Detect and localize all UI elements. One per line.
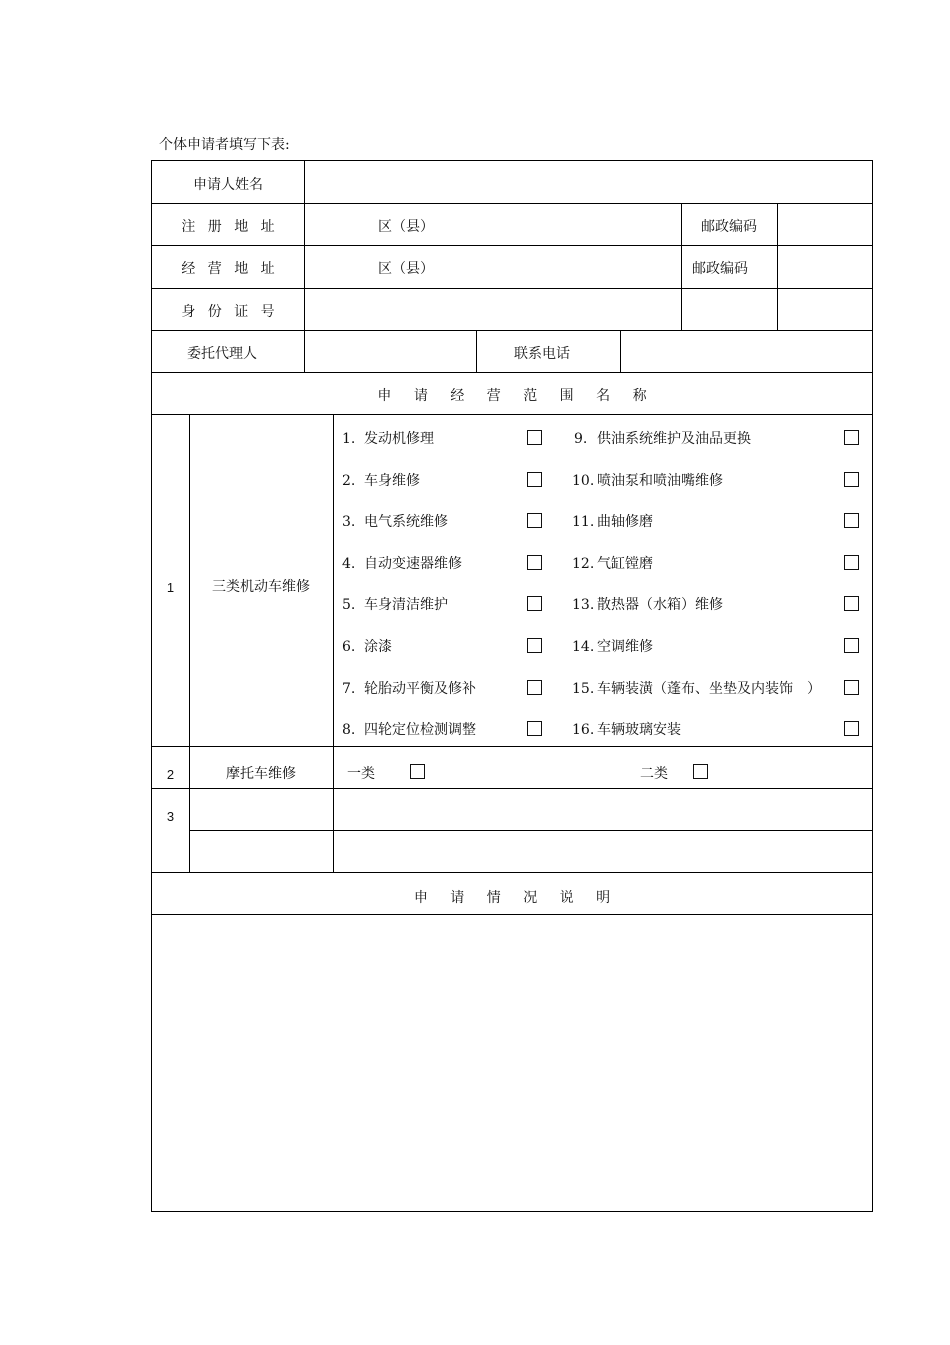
scope-item-3-label: 电气系统维修: [364, 514, 448, 530]
scope-item-10-checkbox[interactable]: [844, 472, 859, 487]
group2-number: 2: [166, 767, 175, 782]
agent-label: 委托代理人: [187, 346, 257, 362]
scope-item-12-number: 12.: [572, 556, 595, 572]
reg-postcode-label: 邮政编码: [701, 219, 757, 235]
scope-item-1-checkbox[interactable]: [527, 430, 542, 445]
scope-item-4-number: 4.: [342, 556, 356, 572]
scope-item-2-label: 车身维修: [364, 473, 420, 489]
reg-district-label: 区（县）: [378, 219, 434, 235]
applicant-name-label: 申请人姓名: [193, 177, 263, 193]
agent-field[interactable]: [305, 331, 476, 372]
group3-name-field[interactable]: [190, 789, 333, 830]
scope-item-8-checkbox[interactable]: [527, 721, 542, 736]
group3-items-field[interactable]: [334, 789, 872, 830]
scope-item-8-number: 8.: [342, 722, 356, 738]
scope-item-2-checkbox[interactable]: [527, 472, 542, 487]
scope-item-5-number: 5.: [342, 597, 356, 613]
group1-number: 1: [166, 580, 175, 595]
scope-item-8-label: 四轮定位检测调整: [364, 722, 476, 738]
scope-item-6-checkbox[interactable]: [527, 638, 542, 653]
form-heading: 个体申请者填写下表:: [159, 137, 290, 153]
biz-postcode-field[interactable]: [778, 246, 872, 288]
scope-item-5-label: 车身清洁维护: [364, 597, 448, 613]
motorcycle-class2-label: 二类: [640, 766, 668, 782]
reg-address-label: 注 册 地 址: [181, 219, 275, 235]
group2-name: 摩托车维修: [226, 766, 296, 782]
explanation-title: 申 请 情 况 说 明: [413, 890, 611, 906]
row-divider: [152, 372, 872, 373]
biz-postcode-label: 邮政编码: [692, 261, 748, 277]
motorcycle-class1-label: 一类: [347, 766, 375, 782]
id-number-field[interactable]: [305, 289, 681, 330]
scope-item-3-checkbox[interactable]: [527, 513, 542, 528]
row-divider: [152, 872, 872, 873]
reg-postcode-field[interactable]: [778, 204, 872, 245]
applicant-name-field[interactable]: [305, 162, 871, 203]
motorcycle-class2-checkbox[interactable]: [693, 764, 708, 779]
scope-item-15-checkbox[interactable]: [844, 680, 859, 695]
scope-item-7-number: 7.: [342, 681, 356, 697]
extra-items-field[interactable]: [334, 831, 872, 872]
scope-item-4-label: 自动变速器维修: [364, 556, 462, 572]
row-divider: [152, 746, 872, 747]
scope-item-13-checkbox[interactable]: [844, 596, 859, 611]
scope-item-16-checkbox[interactable]: [844, 721, 859, 736]
scope-item-15-label: 车辆装潢（蓬布、坐垫及内装饰 ）: [597, 681, 821, 697]
scope-item-11-checkbox[interactable]: [844, 513, 859, 528]
id-number-label: 身 份 证 号: [181, 304, 275, 320]
motorcycle-class1-checkbox[interactable]: [410, 764, 425, 779]
scope-item-3-number: 3.: [342, 514, 356, 530]
reg-address-field[interactable]: [305, 204, 681, 245]
scope-item-15-number: 15.: [572, 681, 595, 697]
scope-item-4-checkbox[interactable]: [527, 555, 542, 570]
scope-item-2-number: 2.: [342, 473, 356, 489]
scope-item-9-checkbox[interactable]: [844, 430, 859, 445]
group1-name: 三类机动车维修: [212, 579, 310, 595]
extra-name-field[interactable]: [190, 831, 333, 872]
biz-address-label: 经 营 地 址: [181, 261, 275, 277]
scope-item-6-label: 涂漆: [364, 639, 392, 655]
scope-item-14-number: 14.: [572, 639, 595, 655]
scope-item-16-number: 16.: [572, 722, 595, 738]
scope-item-12-label: 气缸镗磨: [597, 556, 653, 572]
scope-item-10-label: 喷油泵和喷油嘴维修: [597, 473, 723, 489]
phone-field[interactable]: [621, 331, 872, 372]
scope-item-14-checkbox[interactable]: [844, 638, 859, 653]
scope-item-12-checkbox[interactable]: [844, 555, 859, 570]
biz-address-field[interactable]: [305, 246, 681, 288]
scope-item-1-number: 1.: [342, 431, 356, 447]
phone-label: 联系电话: [514, 346, 570, 362]
application-form: [151, 160, 873, 1212]
explanation-textarea[interactable]: [153, 915, 871, 1211]
scope-title: 申 请 经 营 范 围 名 称: [377, 388, 647, 404]
scope-item-7-label: 轮胎动平衡及修补: [364, 681, 476, 697]
row-divider: [152, 414, 872, 415]
scope-item-11-label: 曲轴修磨: [597, 514, 653, 530]
scope-item-5-checkbox[interactable]: [527, 596, 542, 611]
biz-district-label: 区（县）: [378, 261, 434, 277]
scope-item-9-number: 9.: [574, 431, 588, 447]
scope-item-1-label: 发动机修理: [364, 431, 434, 447]
group3-number: 3: [166, 809, 175, 824]
scope-item-11-number: 11.: [572, 514, 595, 530]
scope-item-10-number: 10.: [572, 473, 595, 489]
scope-item-7-checkbox[interactable]: [527, 680, 542, 695]
scope-item-13-number: 13.: [572, 597, 595, 613]
scope-item-16-label: 车辆玻璃安装: [597, 722, 681, 738]
scope-item-6-number: 6.: [342, 639, 356, 655]
scope-item-9-label: 供油系统维护及油品更换: [597, 431, 751, 447]
scope-item-13-label: 散热器（水箱）维修: [597, 597, 723, 613]
scope-item-14-label: 空调维修: [597, 639, 653, 655]
